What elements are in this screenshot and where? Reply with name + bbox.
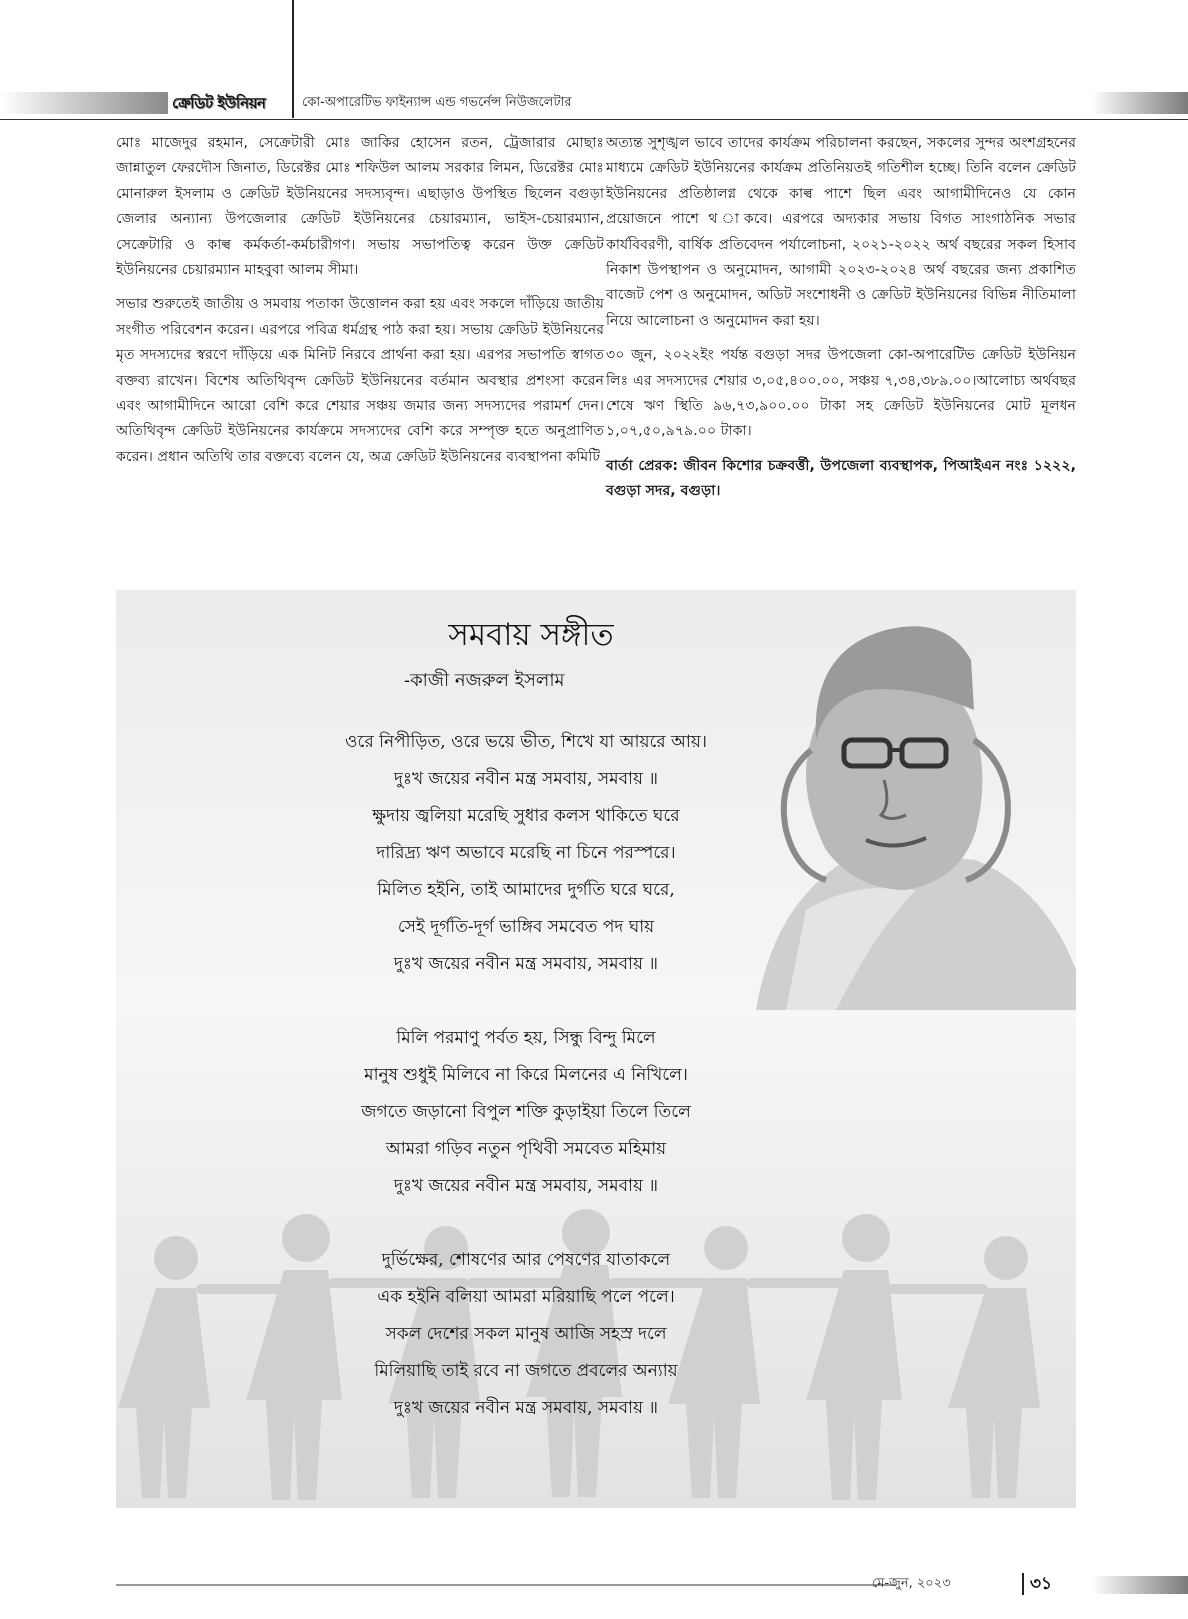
poem-line: দুঃখ জয়ের নবীন মন্ত্র সমবায়, সমবায় ॥ bbox=[393, 954, 659, 974]
article-paragraph: সভার শুরুতেই জাতীয় ও সমবায় পতাকা উত্তোলন করা হয় এবং সকলে দাঁড়িয়ে জাতীয় সংগীত পরিবেশন করেন। এরপরে পবিত্র ধর্মগ্রন্থ পাঠ করা হয়। সভায় ক্রেডিট ইউনিয়নের মৃত সদস্যদের স্বরণে দাঁড়িয়ে এক মিনিট নিরবে প্রার্থনা করা হয়। এরপর সভাপতি স্বাগত বক্তব্য রাখেন। বিশেষ অতিথিবৃন্দ ক্রেডিট ইউনিয়নের বর্তমান অবস্থার প্রশংসা করেন এবং আগামীদিনে আরো বেশি করে শেয়ার সঞ্চয় জমার জন্য সদস্যদের পরামর্শ দেন। অতিথিবৃন্দ ক্রেডিট ইউনিয়নের কার্যক্রমে সদস্যদের বেশি করে সম্পৃক্ত হতে অনুপ্রাণিত করেন। প্রধান অতিথি তার বক্তব্যে বলেন যে, অত্র ক্রেডিট ইউনিয়নের ব্যবস্থাপনা কমিটি bbox=[116, 296, 604, 465]
footer-date: মে-জুন, ২০২৩ bbox=[872, 1576, 951, 1591]
article-credit: বার্তা প্রেরক: জীবন কিশোর চক্রবর্ত্তী, উপজেলা ব্যবস্থাপক, পিআইএন নংঃ ১২২২, বগুড়া সদর, বগুড়া। bbox=[606, 457, 1076, 500]
poem-box bbox=[116, 590, 1076, 1508]
article-right-column bbox=[606, 131, 1076, 514]
poem-line: ওরে নিপীড়িত, ওরে ভয়ে ভীত, শিখে যা আয়রে আয়। bbox=[345, 732, 707, 752]
footer-divider bbox=[1022, 1573, 1024, 1595]
article-paragraph: ৩০ জুন, ২০২২ইং পর্যন্ত বগুড়া সদর উপজেলা কো-অপারেটিভ ক্রেডিট ইউনিয়ন লিঃ এর সদস্যদের শেয়ার ৩,০৫,৪০০.০০, সঞ্চয় ৭,৩৪,৩৮৯.০০।আলোচ্য অর্থবছর শেষে ঋণ স্থিতি ৯৬,৭৩,৯০০.০০ টাকা সহ ক্রেডিট ইউনিয়নের মোট মূলধন ১,০৭,৫০,৯৭৯.০০ টাকা। bbox=[606, 347, 1076, 440]
poem-line: দুঃখ জয়ের নবীন মন্ত্র সমবায়, সমবায় ॥ bbox=[393, 1176, 659, 1196]
header-vertical-rule bbox=[292, 0, 294, 118]
header-right-gradient-bar bbox=[1092, 92, 1188, 114]
footer-rule bbox=[116, 1584, 896, 1586]
poem-line: দুঃখ জয়ের নবীন মন্ত্র সমবায়, সমবায় ॥ bbox=[393, 769, 659, 789]
poem-line: মিলি পরমাণু পর্বত হয়, সিন্ধু বিন্দু মিলে bbox=[396, 1028, 656, 1048]
poem-line: মিলিত হইনি, তাই আমাদের দুর্গতি ঘরে ঘরে, bbox=[377, 880, 675, 900]
poem-line: সকল দেশের সকল মানুষ আজি সহস্র দলে bbox=[385, 1324, 667, 1344]
stanza-gap bbox=[116, 983, 936, 1020]
page-number: ৩১ bbox=[1030, 1574, 1053, 1594]
article-paragraph: মোঃ মাজেদুর রহমান, সেক্রেটারী মোঃ জাকির হোসেন রতন, ট্রেজারার মোছাঃ জান্নাতুল ফেরদৌস জিনাত, ডিরেক্টর মোঃ শফিউল আলম সরকার লিমন, ডিরেক্টর মোঃ মোনারুল ইসলাম ও ক্রেডিট ইউনিয়নের সদস্যবৃন্দ। এছাড়াও উপস্থিত ছিলেন বগুড়া জেলার অন্যান্য উপজেলার ক্রেডিট ইউনিয়নের চেয়ারম্যান, ভাইস-চেয়ারম্যান, সেক্রেটারি ও কাল্ব কর্মকর্তা-কর্মচারীগণ। সভায় সভাপতিত্ব করেন উক্ত ক্রেডিট ইউনিয়নের চেয়ারম্যান মাহবুবা আলম সীমা। bbox=[116, 135, 604, 279]
poem-line: দুর্ভিক্ষের, শোষণের আর পেষণের যাতাকলে bbox=[381, 1250, 671, 1270]
poem-line: দারিদ্র্য ঋণ অভাবে মরেছি না চিনে পরস্পরে। bbox=[376, 843, 676, 863]
poem-stanza bbox=[116, 1020, 936, 1205]
footer-gradient-bar bbox=[1092, 1576, 1188, 1594]
poem-line: সেই দূর্গতি-দূর্গ ভাঙ্গিব সমবেত পদ ঘায় bbox=[397, 917, 655, 937]
poem-line: মানুষ শুধুই মিলিবে না কিরে মিলনের এ নিখিলে। bbox=[364, 1065, 688, 1085]
header-rule bbox=[0, 119, 1188, 120]
poem-line: দুঃখ জয়ের নবীন মন্ত্র সমবায়, সমবায় ॥ bbox=[393, 1398, 659, 1418]
header-left-gradient-bar bbox=[0, 92, 168, 114]
poem-stanza bbox=[116, 724, 936, 983]
poem-line: জগতে জড়ানো বিপুল শক্তি কুড়াইয়া তিলে তিলে bbox=[361, 1102, 691, 1122]
article-paragraph: অত্যন্ত সুশৃঙ্খল ভাবে তাদের কার্যক্রম পরিচালনা করছেন, সকলের সুন্দর অংশগ্রহনের মাধ্যমে ক্রেডিট ইউনিয়নের কার্যক্রম প্রতিনিয়তই গতিশীল হচ্ছে। তিনি বলেন ক্রেডিট ইউনিয়নের প্রতিষ্ঠালগ্ন থেকে কাল্ব পাশে ছিল এবং আগামীদিনেও যে কোন প্রয়োজনে পাশে থ াকবে। এরপরে অদ্যকার সভায় বিগত সাংগাঠনিক সভার কার্যবিবরণী, বার্ষিক প্রতিবেদন পর্যালোচনা, ২০২১-২০২২ অর্থ বছরের সকল হিসাব নিকাশ উপস্থাপন ও অনুমোদন, আগামী ২০২৩-২০২৪ অর্থ বছরের জন্য প্রকাশিত বাজেট পেশ ও অনুমোদন, অডিট সংশোধনী ও ক্রেডিট ইউনিয়নের বিভিন্ন নীতিমালা নিয়ে আলোচনা ও অনুমোদন করা হয়। bbox=[606, 135, 1076, 329]
poem-title: সমবায় সঙ্গীত bbox=[448, 617, 614, 653]
poem-stanza bbox=[116, 1242, 936, 1427]
header-subtitle: কো-অপারেটিভ ফাইন্যান্স এন্ড গভর্নেন্স নিউজলেটার bbox=[302, 95, 572, 110]
stanza-gap bbox=[116, 1205, 936, 1242]
header-brand: ক্রেডিট ইউনিয়ন bbox=[172, 94, 266, 112]
poem-body bbox=[116, 724, 936, 1427]
poem-line: এক হইনি বলিয়া আমরা মরিয়াছি পলে পলে। bbox=[377, 1287, 675, 1307]
poem-author: -কাজী নজরুল ইসলাম bbox=[404, 670, 565, 691]
poem-line: ক্ষুদায় জ্বলিয়া মরেছি সুধার কলস থাকিতে ঘরে bbox=[372, 806, 680, 826]
poem-line: আমরা গড়িব নতুন পৃথিবী সমবেত মহিমায় bbox=[385, 1139, 667, 1159]
article-left-column bbox=[116, 131, 604, 479]
poem-line: মিলিয়াছি তাই রবে না জগতে প্রবলের অন্যায় bbox=[374, 1361, 678, 1381]
